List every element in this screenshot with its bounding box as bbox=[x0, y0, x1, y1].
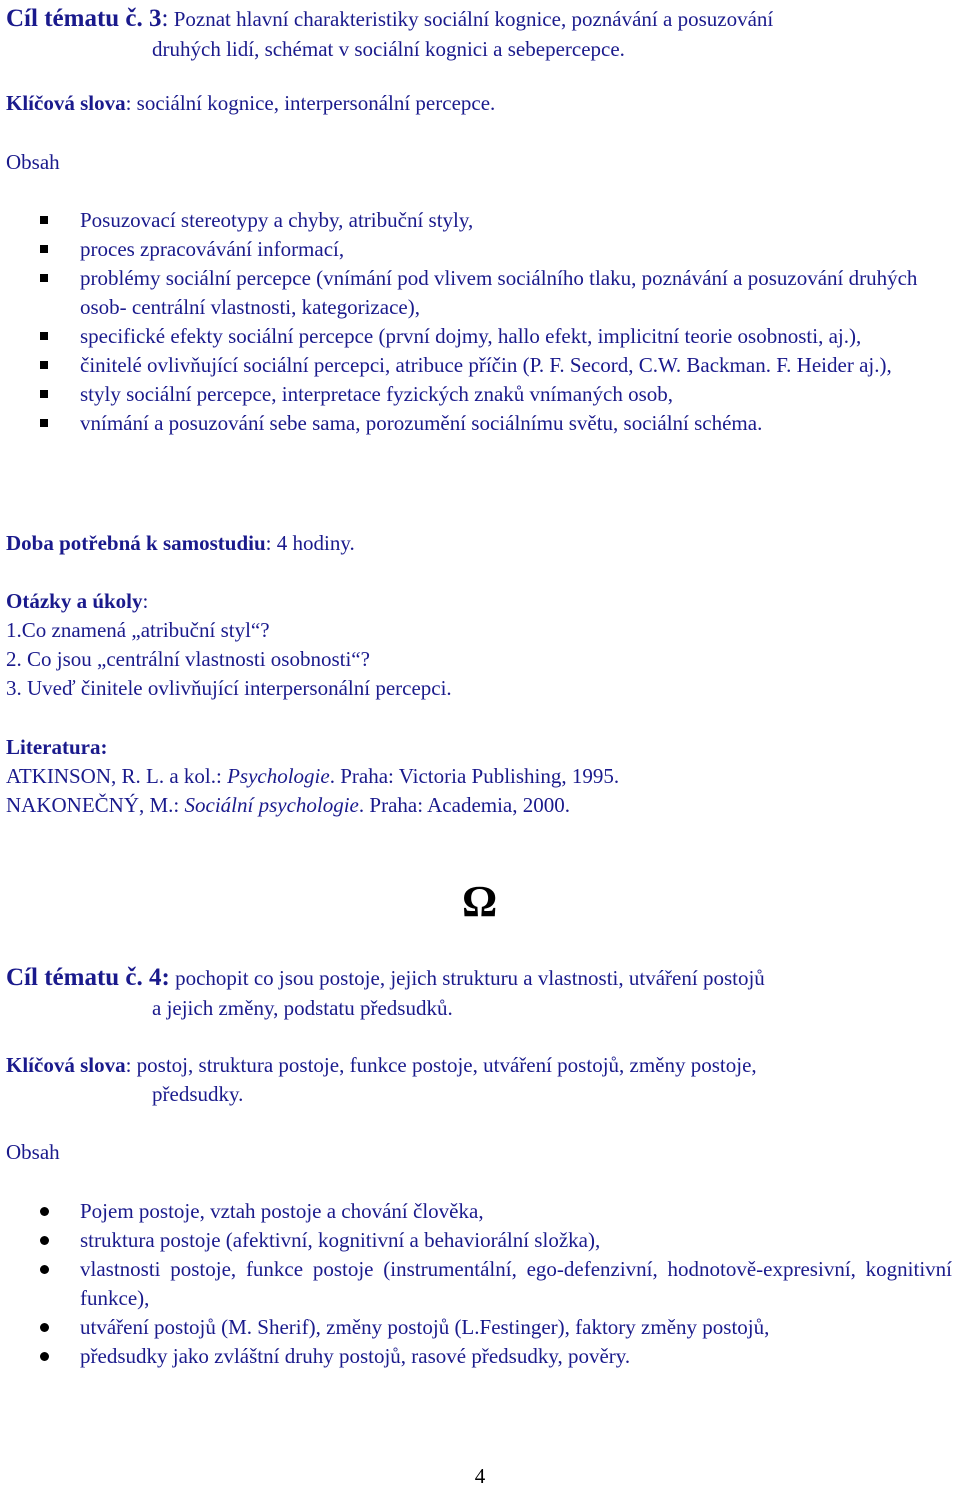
topic4-keywords-text: : postoj, struktura postoje, funkce postoje, utváření postojů, změny postoje, bbox=[125, 1053, 757, 1077]
question-item: 2. Co jsou „centrální vlastnosti osobnosti“? bbox=[6, 647, 370, 671]
omega-divider-icon: Ω bbox=[462, 877, 498, 926]
literature-item bbox=[6, 762, 952, 791]
list-item: vlastnosti postoje, funkce postoje (instrumentální, ego-defenzivní, hodnotově-expresivní, kognitivní funkce), bbox=[0, 1255, 952, 1313]
list-item: struktura postoje (afektivní, kognitivní a behaviorální složka), bbox=[0, 1226, 952, 1255]
topic3-goal-text-cont: druhých lidí, schémat v sociální kognici a sebepercepce. bbox=[152, 37, 625, 61]
topic3-literature bbox=[6, 733, 952, 820]
topic3-content-list bbox=[0, 206, 952, 438]
topic4-content-heading: Obsah bbox=[6, 1140, 60, 1164]
topic4-keywords bbox=[6, 1051, 952, 1109]
topic3-questions bbox=[6, 587, 952, 703]
literature-item bbox=[6, 791, 952, 820]
list-item: styly sociální percepce, interpretace fyzických znaků vnímaných osob, bbox=[0, 380, 952, 409]
literature-title: Sociální psychologie bbox=[184, 793, 359, 817]
list-item: předsudky jako zvláštní druhy postojů, rasové předsudky, pověry. bbox=[0, 1342, 952, 1371]
list-item: problémy sociální percepce (vnímání pod vlivem sociálního tlaku, poznávání a posuzování druhých osob- centrální vlastnosti, kategorizace), bbox=[0, 264, 952, 322]
literature-author: ATKINSON, R. L. a kol.: bbox=[6, 764, 228, 788]
literature-publisher: . Praha: Victoria Publishing, 1995. bbox=[329, 764, 620, 788]
list-item: specifické efekty sociální percepce (první dojmy, hallo efekt, implicitní teorie osobnosti, aj.), bbox=[0, 322, 952, 351]
topic4-content-list bbox=[0, 1197, 952, 1371]
literature-title: Psychologie bbox=[227, 764, 330, 788]
list-item: utváření postojů (M. Sherif), změny postojů (L.Festinger), faktory změny postojů, bbox=[0, 1313, 952, 1342]
list-item: Pojem postoje, vztah postoje a chování člověka, bbox=[0, 1197, 952, 1226]
literature-author: NAKONEČNÝ, M.: bbox=[6, 793, 185, 817]
topic3-goal-colon: : bbox=[161, 5, 169, 32]
question-item: 1.Co znamená „atribuční styl“? bbox=[6, 618, 270, 642]
literature-heading: Literatura: bbox=[6, 735, 108, 759]
topic3-questions-colon: : bbox=[142, 589, 149, 613]
topic4-goal bbox=[6, 962, 952, 1023]
topic4-keywords-label: Klíčová slova bbox=[6, 1053, 126, 1077]
topic4-goal-colon: : bbox=[161, 964, 170, 991]
topic4-goal-text-cont: a jejich změny, podstatu předsudků. bbox=[152, 996, 453, 1020]
page-number: 4 bbox=[474, 1464, 486, 1488]
topic3-goal-label: Cíl tématu č. 3 bbox=[6, 5, 162, 32]
topic3-keywords bbox=[6, 89, 952, 118]
literature-publisher: . Praha: Academia, 2000. bbox=[358, 793, 570, 817]
topic3-study-time bbox=[6, 529, 952, 558]
topic4-keywords-text-cont: předsudky. bbox=[152, 1082, 244, 1106]
topic3-keywords-text: : sociální kognice, interpersonální percepce. bbox=[125, 91, 496, 115]
topic3-goal bbox=[6, 3, 952, 64]
list-item: činitelé ovlivňující sociální percepci, atribuce příčin (P. F. Secord, C.W. Backman. F. Heider aj.), bbox=[0, 351, 952, 380]
topic3-keywords-label: Klíčová slova bbox=[6, 91, 126, 115]
topic3-questions-label: Otázky a úkoly bbox=[6, 589, 143, 613]
list-item: proces zpracovávání informací, bbox=[0, 235, 952, 264]
topic3-time-label: Doba potřebná k samostudiu bbox=[6, 531, 266, 555]
list-item: vnímání a posuzování sebe sama, porozumění sociálnímu světu, sociální schéma. bbox=[0, 409, 952, 438]
topic3-goal-text: Poznat hlavní charakteristiky sociální kognice, poznávání a posuzování bbox=[168, 7, 774, 31]
topic3-time-text: : 4 hodiny. bbox=[265, 531, 355, 555]
list-item: Posuzovací stereotypy a chyby, atribuční styly, bbox=[0, 206, 952, 235]
topic4-goal-text: pochopit co jsou postoje, jejich strukturu a vlastnosti, utváření postojů bbox=[169, 966, 765, 990]
topic4-goal-label: Cíl tématu č. 4 bbox=[6, 964, 162, 991]
topic3-content-heading: Obsah bbox=[6, 150, 60, 174]
question-item: 3. Uveď činitele ovlivňující interpersonální percepci. bbox=[6, 676, 452, 700]
